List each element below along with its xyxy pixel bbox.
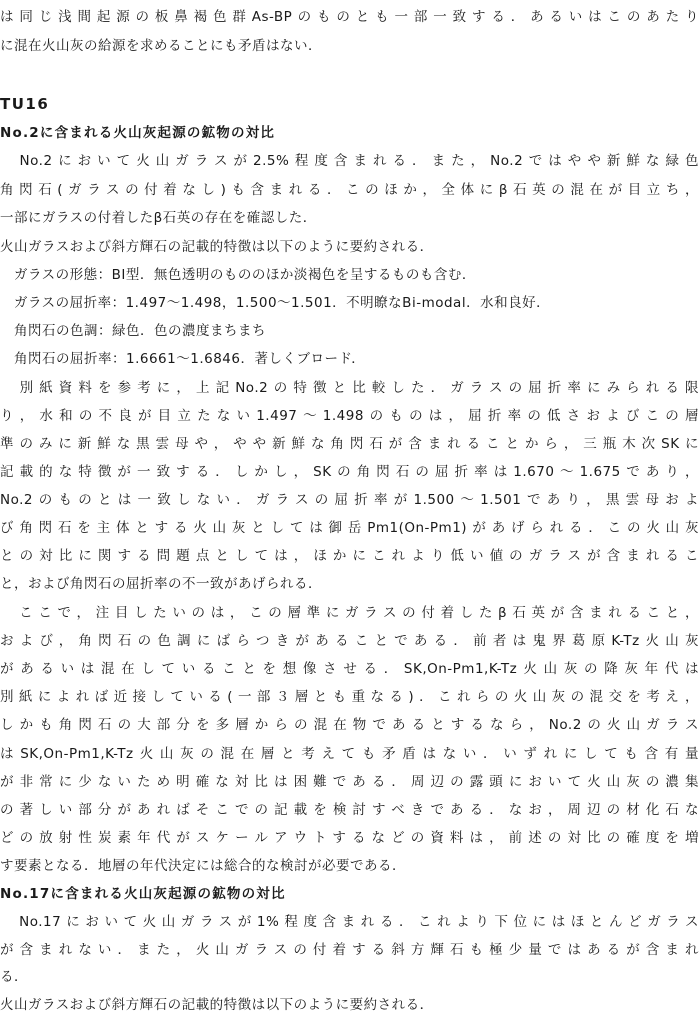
paragraph-line: す要素となる．地層の年代決定には総合的な検討が必要である．	[0, 858, 406, 874]
paragraph-line: に混在火山灰の給源を求めることにも矛盾はない．	[0, 38, 322, 54]
paragraph-line: る．	[0, 969, 28, 985]
paragraph-line: 記載的な特徴が一致する．しかし，SKの角閃石の屈折率は1.670～1.675であり，	[0, 464, 699, 480]
paragraph-line: 角閃石(ガラスの付着なし)も含まれる．このほか，全体にβ石英の混在が目立ち，	[0, 182, 699, 198]
subsection-heading: No.17に含まれる火山灰起源の鉱物の対比	[0, 886, 286, 902]
paragraph-line: 一部にガラスの付着したβ石英の存在を確認した．	[0, 210, 317, 226]
paragraph-line: No.2において火山ガラスが2.5%程度含まれる．また，No.2ではやや新鮮な緑色	[0, 153, 699, 169]
paragraph-line: No.17において火山ガラスが1%程度含まれる．これより下位にはほとんどガラス	[0, 914, 699, 930]
paragraph-line: の著しい部分があればそこでの記載を検討すべきである．なお，周辺の材化石な	[0, 802, 699, 818]
paragraph-line: ここで，注目したいのは，この層準にガラスの付着したβ石英が含まれること，	[0, 605, 699, 621]
paragraph-line: があるいは混在していることを想像させる．SK,On-Pm1,K-Tz火山灰の降灰年代は	[0, 661, 699, 677]
paragraph-line: 準のみに新鮮な黒雲母や，やや新鮮な角閃石が含まれることから，三瓶木次SKに	[0, 436, 699, 452]
paragraph-line: が非常に少ないため明確な対比は困難である．周辺の露頭において火山灰の濃集	[0, 774, 699, 790]
subsection-heading: No.2に含まれる火山灰起源の鉱物の対比	[0, 125, 276, 141]
paragraph-line: り，水和の不良が目立たない1.497～1.498のものは，屈折率の低さおよびこの層	[0, 408, 699, 424]
paragraph-line: 別紙によれば近接している(一部３層とも重なる)．これらの火山灰の混交を考え，	[0, 689, 699, 705]
paragraph-line: 火山ガラスおよび斜方輝石の記載的特徴は以下のように要約される．	[0, 997, 434, 1013]
section-title: TU16	[0, 95, 50, 113]
list-item: ガラスの形態：BI型．無色透明のもののほか淡褐色を呈するものも含む．	[0, 267, 476, 283]
list-item: 角閃石の屈折率：1.6661～1.6846．著しくブロード．	[0, 351, 366, 367]
paragraph-line: および，角閃石の色調にばらつきがあることである．前者は鬼界葛原K-Tz火山灰	[0, 633, 699, 649]
list-item: 角閃石の色調：緑色．色の濃度まちまち	[0, 323, 266, 339]
paragraph-line: 別紙資料を参考に，上記No.2の特徴と比較した．ガラスの屈折率にみられる限	[0, 380, 699, 396]
paragraph-line: どの放射性炭素年代がスケールアウトするなどの資料は，前述の対比の確度を増	[0, 830, 699, 846]
list-item: ガラスの屈折率：1.497～1.498，1.500～1.501．不明瞭なBi-modal．水和良好．	[0, 295, 551, 311]
paragraph-line: は同じ浅間起源の板鼻褐色群As-BPのものとも一部一致する．あるいはこのあたり	[0, 9, 699, 25]
paragraph-line: と，および角閃石の屈折率の不一致があげられる．	[0, 576, 322, 592]
paragraph-line: び角閃石を主体とする火山灰としては御岳Pm1(On-Pm1)があげられる．この火山灰	[0, 520, 699, 536]
paragraph-line: が含まれない．また，火山ガラスの付着する斜方輝石も極少量ではあるが含まれ	[0, 942, 699, 958]
paragraph-line: 火山ガラスおよび斜方輝石の記載的特徴は以下のように要約される．	[0, 239, 434, 255]
paragraph-line: No.2のものとは一致しない．ガラスの屈折率が1.500～1.501であり，黒雲母およ	[0, 492, 699, 508]
paragraph-line: との対比に関する問題点としては，ほかにこれより低い値のガラスが含まれるこ	[0, 548, 699, 564]
paragraph-line: しかも角閃石の大部分を多層からの混在物であるとするなら，No.2の火山ガラス	[0, 717, 699, 733]
paragraph-line: はSK,On-Pm1,K-Tz火山灰の混在層と考えても矛盾はない．いずれにしても含有量	[0, 746, 699, 762]
